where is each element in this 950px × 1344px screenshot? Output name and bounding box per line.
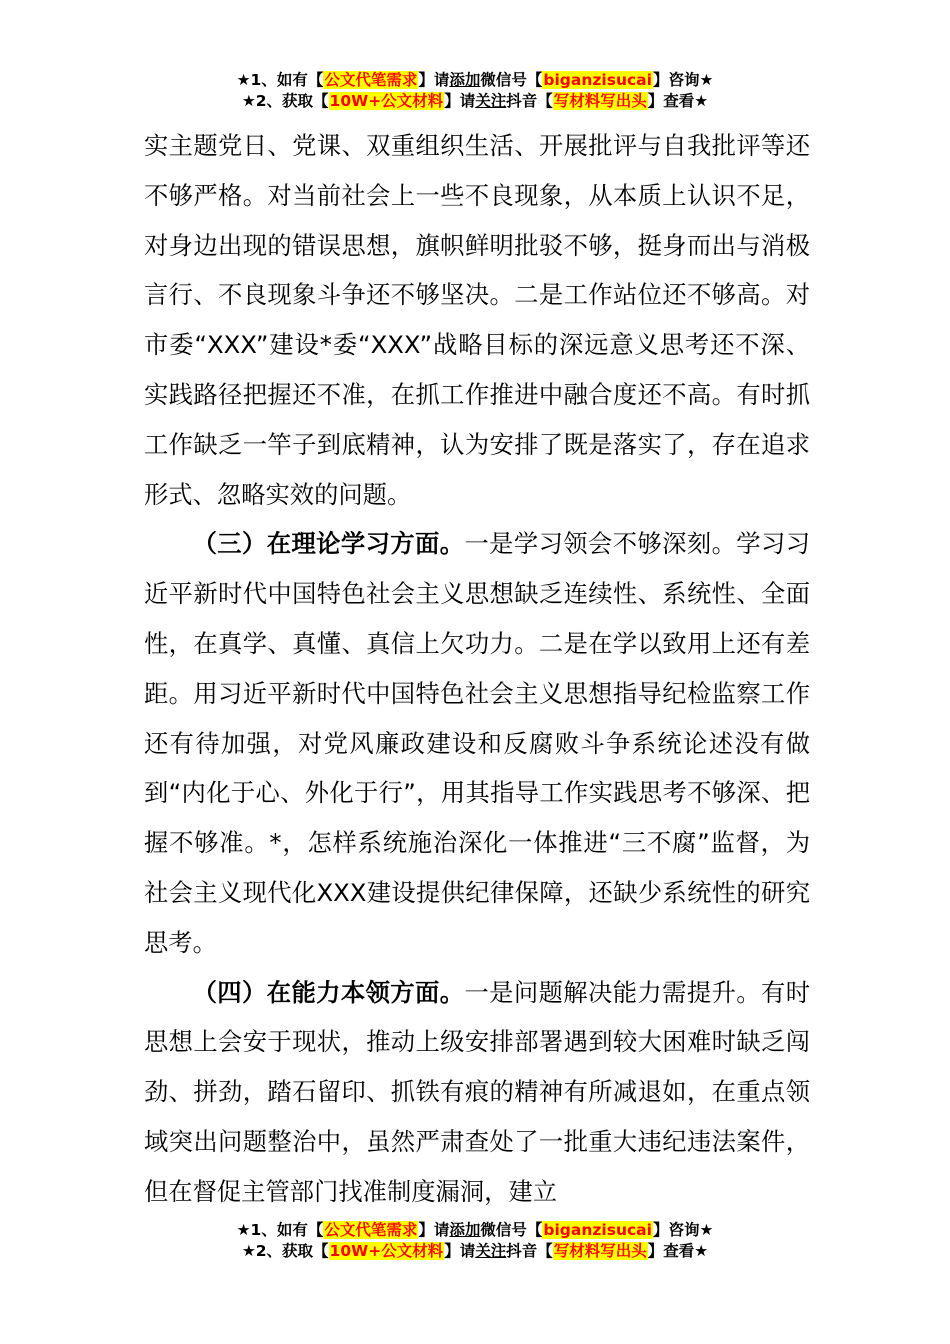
highlight-materials: 10W+公文材料 xyxy=(329,1242,444,1260)
highlight-service: 公文代笔需求 xyxy=(324,71,418,89)
banner-line-2: ★2、获取【10W+公文材料】请关注抖音【写材料写出头】查看★ xyxy=(241,92,709,110)
highlight-materials: 10W+公文材料 xyxy=(329,92,444,110)
footer-banner xyxy=(0,1220,950,1262)
highlight-wechat-id: biganzisucai xyxy=(543,1221,652,1239)
banner-line-1: ★1、如有【公文代笔需求】请添加微信号【biganzisucai】咨询★ xyxy=(236,1221,714,1239)
header-banner xyxy=(0,70,950,112)
document-body xyxy=(144,121,810,1217)
paragraph-ability: （四）在能力本领方面。一是问题解决能力需提升。有时思想上会安于现状，推动上级安排部署遇到较大困难时缺乏闯劲、拼劲，踏石留印、抓铁有痕的精神有所减退如，在重点领域突出问题整治中，虽然严肃查处了一批重大违纪违法案件，但在督促主管部门找准制度漏洞，建立 xyxy=(144,977,811,1206)
highlight-service: 公文代笔需求 xyxy=(324,1221,418,1239)
section-heading-ability: （四）在能力本领方面。 xyxy=(192,977,465,1007)
banner-line-2: ★2、获取【10W+公文材料】请关注抖音【写材料写出头】查看★ xyxy=(241,1242,709,1260)
highlight-wechat-id: biganzisucai xyxy=(543,71,652,89)
paragraph-continued: 实主题党日、党课、双重组织生活、开展批评与自我批评等还不够严格。对当前社会上一些不良现象，从本质上认识不足，对身边出现的错误思想，旗帜鲜明批驳不够，挺身而出与消极言行、不良现象斗争还不够坚决。二是工作站位还不够高。对市委“XXX”建设*委“XXX”战略目标的深远意义思考还不深、实践路径把握还不准，在抓工作推进中融合度还不高。有时抓工作缺乏一竿子到底精神，认为安排了既是落实了，存在追求形式、忽略实效的问题。 xyxy=(144,131,810,509)
section-heading-theory-study: （三）在理论学习方面。 xyxy=(192,529,465,559)
highlight-douyin-id: 写材料写出头 xyxy=(553,1242,647,1260)
paragraph-theory-study: （三）在理论学习方面。一是学习领会不够深刻。学习习近平新时代中国特色社会主义思想缺乏连续性、系统性、全面性，在真学、真懂、真信上欠功力。二是在学以致用上还有差距。用习近平新时代中国特色社会主义思想指导纪检监察工作还有待加强，对党风廉政建设和反腐败斗争系统论述没有做到“内化于心、外化于行”，用其指导工作实践思考不够深、把握不够准。*，怎样系统施治深化一体推进“三不腐”监督，为社会主义现代化XXX建设提供纪律保障，还缺少系统性的研究思考。 xyxy=(144,529,811,957)
highlight-douyin-id: 写材料写出头 xyxy=(553,92,647,110)
banner-line-1: ★1、如有【公文代笔需求】请添加微信号【biganzisucai】咨询★ xyxy=(236,71,714,89)
